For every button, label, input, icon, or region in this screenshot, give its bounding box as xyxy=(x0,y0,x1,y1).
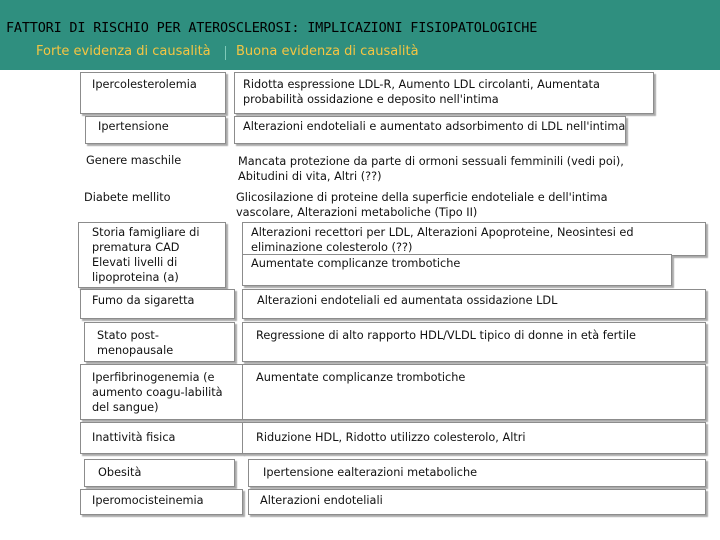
effect-text-genere-maschile: Abitudini di vita, Altri (??) xyxy=(238,170,382,183)
effect-box-post-menopausale xyxy=(242,322,706,362)
factor-box-inattivita xyxy=(80,422,243,454)
column-header-strong-evidence: Forte evidenza di causalità xyxy=(36,44,211,59)
column-divider xyxy=(225,46,226,60)
effect-box-ipertensione xyxy=(234,116,626,144)
effect-text-genere-maschile: Mancata protezione da parte di ormoni sessuali femminili (vedi poi), xyxy=(238,155,624,168)
effect-box-inattivita xyxy=(242,422,706,454)
factor-box-ipercolesterolemia xyxy=(80,72,226,114)
effect-text: Regressione di alto rapporto HDL/VLDL tipico di donne in età fertile xyxy=(256,329,636,342)
effect-box-lipoproteina xyxy=(242,254,672,286)
column-header-good-evidence: Buona evidenza di causalità xyxy=(236,44,419,59)
slide-title: FATTORI DI RISCHIO PER ATEROSCLEROSI: IMPLICAZIONI FISIOPATOLOGICHE xyxy=(6,20,538,36)
factor-box-ipertensione xyxy=(85,116,226,144)
factor-box-obesita xyxy=(84,459,235,487)
effect-box-iperomocisteinemia xyxy=(248,489,706,515)
factor-label: menopausale xyxy=(97,344,174,357)
factor-box-storia-famigliare xyxy=(78,222,226,288)
effect-text: Alterazioni endoteliali e aumentato adsorbimento di LDL nell'intima xyxy=(243,120,626,133)
factor-label: Iperomocisteinemia xyxy=(92,494,204,507)
effect-text: eliminazione colesterolo (??) xyxy=(251,241,413,254)
effect-box-fumo xyxy=(242,289,706,319)
factor-label: Stato post- xyxy=(97,329,159,342)
effect-text: Alterazioni recettori per LDL, Alterazioni Apoproteine, Neosintesi ed xyxy=(251,226,634,239)
factor-label: Fumo da sigaretta xyxy=(92,294,195,307)
effect-text: Alterazioni endoteliali ed aumentata ossidazione LDL xyxy=(257,294,558,307)
effect-text: Ridotta espressione LDL-R, Aumento LDL circolanti, Aumentata xyxy=(243,78,600,91)
factor-label: Iperfibrinogenemia (e xyxy=(92,371,215,384)
factor-label: Elevati livelli di xyxy=(92,256,178,269)
effect-text: Alterazioni endoteliali xyxy=(260,494,383,507)
effect-box-ipercolesterolemia xyxy=(234,72,654,114)
effect-text-diabete: vascolare, Alterazioni metaboliche (Tipo II) xyxy=(236,206,478,219)
factor-label: Inattività fisica xyxy=(92,431,176,444)
factor-label-genere-maschile: Genere maschile xyxy=(86,154,182,167)
effect-box-storia-famigliare xyxy=(242,222,706,256)
factor-box-iperfibrinogenemia xyxy=(80,364,243,420)
effect-box-iperfibrinogenemia xyxy=(242,364,706,420)
factor-label: lipoproteina (a) xyxy=(92,271,179,284)
effect-text: Riduzione HDL, Ridotto utilizzo colesterolo, Altri xyxy=(256,431,526,444)
factor-label: Ipercolesterolemia xyxy=(92,78,197,91)
factor-label: aumento coagu-labilità xyxy=(92,386,223,399)
factor-box-fumo xyxy=(80,289,235,319)
effect-text-diabete: Glicosilazione di proteine della superficie endoteliale e dell'intima xyxy=(236,191,608,204)
effect-text: Ipertensione ealterazioni metaboliche xyxy=(263,466,478,479)
effect-text: probabilità ossidazione e deposito nell'intima xyxy=(243,93,499,106)
effect-text: Aumentate complicanze trombotiche xyxy=(256,371,466,384)
factor-label: Storia famigliare di xyxy=(92,226,200,239)
factor-box-iperomocisteinemia xyxy=(80,489,243,515)
factor-label: del sangue) xyxy=(92,401,159,414)
factor-label: Ipertensione xyxy=(98,120,169,133)
effect-box-obesita xyxy=(248,459,706,487)
factor-label-diabete: Diabete mellito xyxy=(84,191,171,204)
factor-box-post-menopausale xyxy=(84,322,235,362)
effect-text: Aumentate complicanze trombotiche xyxy=(251,257,461,270)
title-bar xyxy=(0,0,720,70)
factor-label: Obesità xyxy=(98,466,142,479)
factor-label: prematura CAD xyxy=(92,241,180,254)
